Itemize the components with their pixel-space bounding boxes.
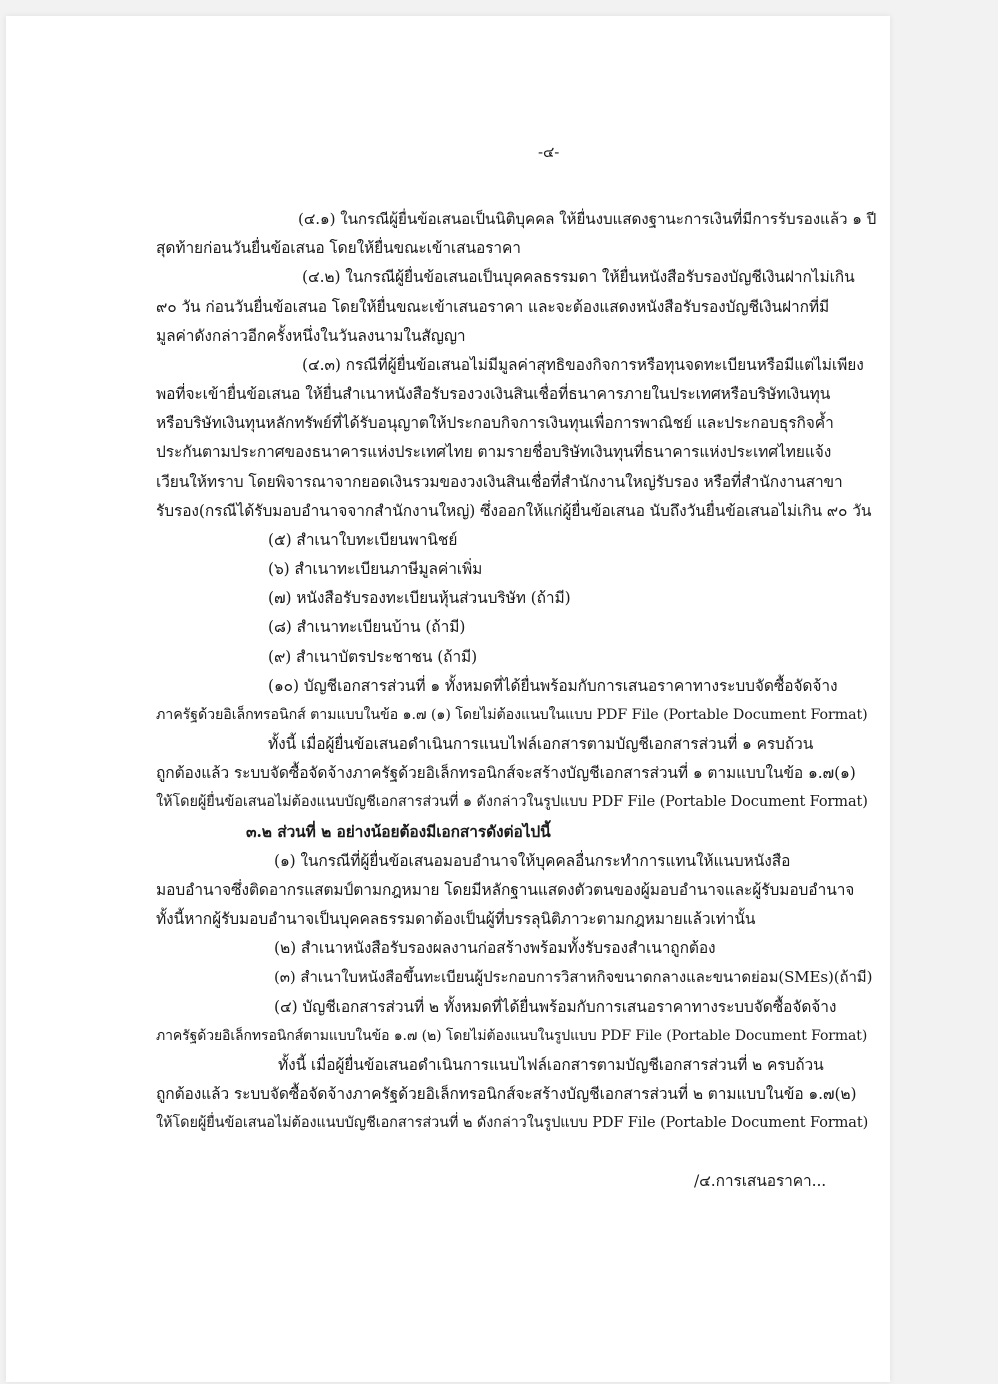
part2-item-2: (๒) สำเนาหนังสือรับรองผลงานก่อสร้างพร้อมทั้งรับรองสำเนาถูกต้อง bbox=[274, 939, 716, 957]
clause-4-3-line-6: รับรอง(กรณีได้รับมอบอำนาจจากสำนักงานใหญ่) ซึ่งออกให้แก่ผู้ยื่นข้อเสนอ นับถึงวันยื่นข้อเสนอไม่เกิน ๙๐ วัน bbox=[156, 502, 872, 520]
page-number: -๔- bbox=[538, 143, 560, 161]
clause-4-2-line-3: มูลค่าดังกล่าวอีกครั้งหนึ่งในวันลงนามในสัญญา bbox=[156, 327, 466, 345]
clause-4-3-line-1: (๔.๓) กรณีที่ผู้ยื่นข้อเสนอไม่มีมูลค่าสุทธิของกิจการหรือทุนจดทะเบียนหรือมีแต่ไม่เพียง bbox=[302, 356, 864, 374]
part2-item-1-line-2: มอบอำนาจซึ่งติดอากรแสตมป์ตามกฎหมาย โดยมีหลักฐานแสดงตัวตนของผู้มอบอำนาจและผู้รับมอบอำนาจ bbox=[156, 881, 855, 899]
part2-item-4-line-5: ให้โดยผู้ยื่นข้อเสนอไม่ต้องแนบบัญชีเอกสารส่วนที่ ๒ ดังกล่าวในรูปแบบ PDF File (Portable Document Format) bbox=[156, 1115, 869, 1131]
part2-item-4-line-2: ภาครัฐด้วยอิเล็กทรอนิกส์ตามแบบในข้อ ๑.๗ (๒) โดยไม่ต้องแนบในรูปแบบ PDF File (Portable Document Format) bbox=[156, 1028, 868, 1044]
item-8: (๘) สำเนาทะเบียนบ้าน (ถ้ามี) bbox=[268, 618, 466, 636]
section-3-2-heading: ๓.๒ ส่วนที่ ๒ อย่างน้อยต้องมีเอกสารดังต่อไปนี้ bbox=[246, 822, 551, 841]
item-10-line-3: ทั้งนี้ เมื่อผู้ยื่นข้อเสนอดำเนินการแนบไฟล์เอกสารตามบัญชีเอกสารส่วนที่ ๑ ครบถ้วน bbox=[268, 735, 814, 753]
item-10-line-5: ให้โดยผู้ยื่นข้อเสนอไม่ต้องแนบบัญชีเอกสารส่วนที่ ๑ ดังกล่าวในรูปแบบ PDF File (Portable Document Format) bbox=[156, 794, 868, 810]
continuation-marker: /๔.การเสนอราคา... bbox=[694, 1172, 827, 1190]
item-6: (๖) สำเนาทะเบียนภาษีมูลค่าเพิ่ม bbox=[268, 560, 483, 578]
item-9: (๙) สำเนาบัตรประชาชน (ถ้ามี) bbox=[268, 648, 478, 666]
item-5: (๕) สำเนาใบทะเบียนพานิชย์ bbox=[268, 531, 458, 549]
part2-item-1-line-3: ทั้งนี้หากผู้รับมอบอำนาจเป็นบุคคลธรรมดาต้องเป็นผู้ที่บรรลุนิติภาวะตามกฎหมายแล้วเท่านั้น bbox=[156, 910, 756, 928]
clause-4-2-line-1: (๔.๒) ในกรณีผู้ยื่นข้อเสนอเป็นบุคคลธรรมดา ให้ยื่นหนังสือรับรองบัญชีเงินฝากไม่เกิน bbox=[302, 268, 855, 286]
item-10-line-2: ภาครัฐด้วยอิเล็กทรอนิกส์ ตามแบบในข้อ ๑.๗ (๑) โดยไม่ต้องแนบในแบบ PDF File (Portable Document Format) bbox=[156, 707, 868, 723]
part2-item-4-line-3: ทั้งนี้ เมื่อผู้ยื่นข้อเสนอดำเนินการแนบไฟล์เอกสารตามบัญชีเอกสารส่วนที่ ๒ ครบถ้วน bbox=[278, 1056, 824, 1074]
item-10-line-4: ถูกต้องแล้ว ระบบจัดซื้อจัดจ้างภาครัฐด้วยอิเล็กทรอนิกส์จะสร้างบัญชีเอกสารส่วนที่ ๑ ตามแบบในข้อ ๑.๗(๑) bbox=[156, 764, 856, 782]
part2-item-3: (๓) สำเนาใบหนังสือขึ้นทะเบียนผู้ประกอบการวิสาหกิจขนาดกลางและขนาดย่อม(SMEs)(ถ้ามี) bbox=[274, 968, 873, 986]
part2-item-4-line-4: ถูกต้องแล้ว ระบบจัดซื้อจัดจ้างภาครัฐด้วยอิเล็กทรอนิกส์จะสร้างบัญชีเอกสารส่วนที่ ๒ ตามแบบในข้อ ๑.๗(๒) bbox=[156, 1085, 857, 1103]
item-7: (๗) หนังสือรับรองทะเบียนหุ้นส่วนบริษัท (ถ้ามี) bbox=[268, 589, 571, 607]
clause-4-1-line-1: (๔.๑) ในกรณีผู้ยื่นข้อเสนอเป็นนิติบุคคล ให้ยื่นงบแสดงฐานะการเงินที่มีการรับรองแล้ว ๑ ปี bbox=[298, 210, 877, 228]
clause-4-3-line-4: ประกันตามประกาศของธนาคารแห่งประเทศไทย ตามรายชื่อบริษัทเงินทุนที่ธนาคารแห่งประเทศไทยแจ้ง bbox=[156, 443, 832, 461]
clause-4-3-line-2: พอที่จะเข้ายื่นข้อเสนอ ให้ยื่นสำเนาหนังสือรับรองวงเงินสินเชื่อที่ธนาคารภายในประเทศหรือบริษัทเงินทุน bbox=[156, 385, 831, 403]
clause-4-3-line-3: หรือบริษัทเงินทุนหลักทรัพย์ที่ได้รับอนุญาตให้ประกอบกิจการเงินทุนเพื่อการพาณิชย์ และประกอบธุรกิจค้ำ bbox=[156, 414, 834, 432]
part2-item-4-line-1: (๔) บัญชีเอกสารส่วนที่ ๒ ทั้งหมดที่ได้ยื่นพร้อมกับการเสนอราคาทางระบบจัดซื้อจัดจ้าง bbox=[274, 998, 837, 1016]
clause-4-2-line-2: ๙๐ วัน ก่อนวันยื่นข้อเสนอ โดยให้ยื่นขณะเข้าเสนอราคา และจะต้องแสดงหนังสือรับรองบัญชีเงินฝากที่มี bbox=[156, 298, 830, 316]
item-10-line-1: (๑๐) บัญชีเอกสารส่วนที่ ๑ ทั้งหมดที่ได้ยื่นพร้อมกับการเสนอราคาทางระบบจัดซื้อจัดจ้าง bbox=[268, 677, 838, 695]
part2-item-1-line-1: (๑) ในกรณีที่ผู้ยื่นข้อเสนอมอบอำนาจให้บุคคลอื่นกระทำการแทนให้แนบหนังสือ bbox=[274, 852, 791, 870]
document-page bbox=[6, 16, 890, 1382]
clause-4-3-line-5: เวียนให้ทราบ โดยพิจารณาจากยอดเงินรวมของวงเงินสินเชื่อที่สำนักงานใหญ่รับรอง หรือที่สำนักงานสาขา bbox=[156, 473, 843, 491]
clause-4-1-line-2: สุดท้ายก่อนวันยื่นข้อเสนอ โดยให้ยื่นขณะเข้าเสนอราคา bbox=[156, 239, 521, 257]
